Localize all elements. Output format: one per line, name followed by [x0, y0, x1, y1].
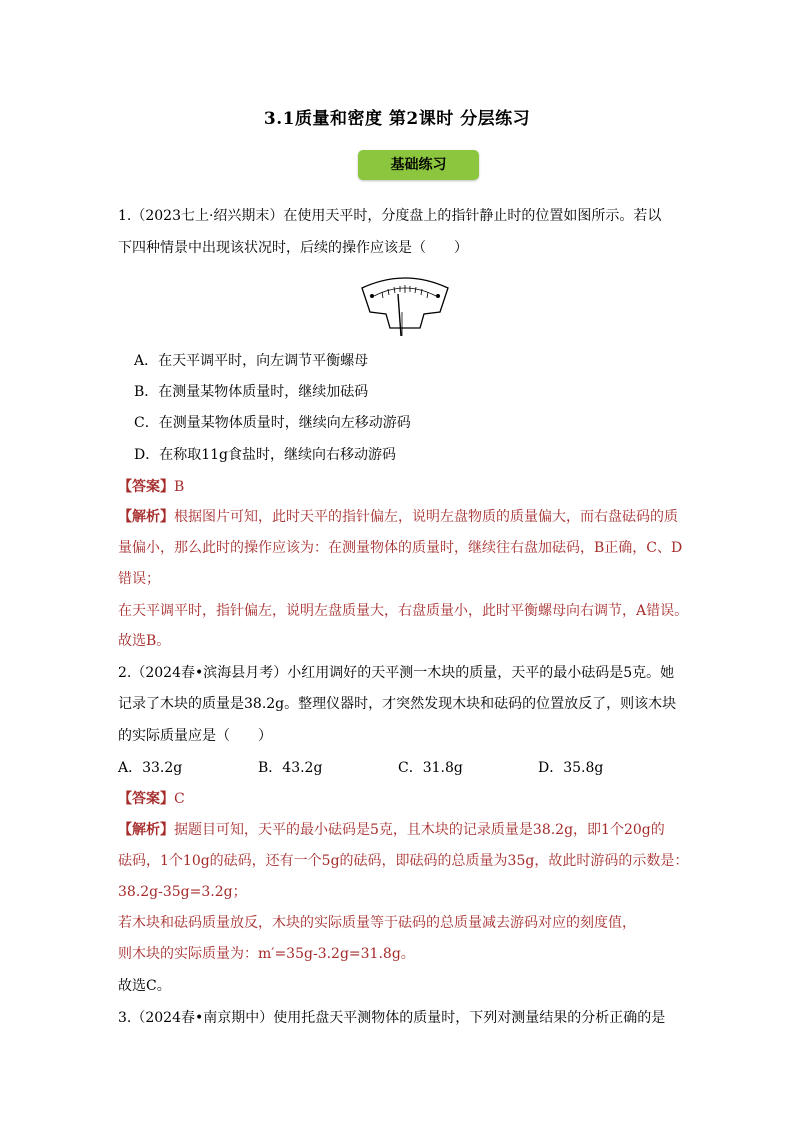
q2-analysis-line-3: 38.2g-35g=3.2g； — [118, 884, 247, 900]
q1-stem-line-2: 下四种情景中出现该状况时，后续的操作应该是（ ） — [118, 240, 468, 256]
q2-analysis-line-5: 则木块的实际质量为：m′=35g-3.2g=31.8g。 — [118, 946, 415, 962]
q2-option-b: B．43.2g — [258, 760, 323, 776]
q3-stem-line-1: 3.（2024春•南京期中）使用托盘天平测物体的质量时，下列对测量结果的分析正确的是 — [118, 1010, 666, 1026]
q2-answer — [118, 789, 185, 809]
q1-analysis-line-5: 故选B。 — [118, 633, 171, 649]
q1-analysis-line-4: 在天平调平时，指针偏左，说明左盘质量大，右盘质量小，此时平衡螺母向右调节，A错误。 — [118, 603, 689, 619]
q1-option-c: C．在测量某物体质量时，继续向左移动游码 — [134, 415, 411, 431]
analysis-text: 据题目可知，天平的最小砝码是5克，且木块的记录质量是38.2g，即1个20g的 — [174, 822, 665, 838]
q2-stem-line-2: 记录了木块的质量是38.2g。整理仪器时，才突然发现木块和砝码的位置放反了，则该木块 — [118, 696, 677, 712]
q1-stem-line-1: 1.（2023七上·绍兴期末）在使用天平时，分度盘上的指针静止时的位置如图所示。若以 — [118, 208, 662, 224]
q2-option-a: A．33.2g — [118, 760, 183, 776]
q1-analysis-line-3: 错误； — [118, 571, 160, 587]
page-title: 3.1质量和密度 第2课时 分层练习 — [263, 109, 531, 129]
answer-tag: 【答案】 — [118, 791, 174, 807]
q2-analysis-line-4: 若木块和砝码质量放反，木块的实际质量等于砝码的总质量减去游码对应的刻度值， — [118, 915, 636, 931]
q1-option-d: D．在称取11g食盐时，继续向右移动游码 — [134, 447, 396, 463]
analysis-text: 根据图片可知，此时天平的指针偏左，说明左盘物质的质量偏大，而右盘砝码的质 — [174, 509, 678, 525]
q2-analysis-line-1 — [118, 820, 665, 840]
q2-stem-line-3: 的实际质量应是（ ） — [118, 728, 272, 744]
analysis-tag: 【解析】 — [118, 509, 174, 525]
q2-analysis-line-6: 故选C。 — [118, 978, 171, 994]
q1-answer — [118, 477, 184, 497]
answer-tag: 【答案】 — [118, 479, 174, 495]
q1-analysis-line-2: 量偏小，那么此时的操作应该为：在测量物体的质量时，继续往右盘加砝码，B正确，C、D — [118, 540, 683, 556]
q2-option-c: C．31.8g — [398, 760, 463, 776]
q1-option-b: B．在测量某物体质量时，继续加砝码 — [134, 384, 369, 400]
q1-analysis-line-1 — [118, 507, 678, 527]
q2-analysis-line-2: 砝码，1个10g的砝码，还有一个5g的砝码，即砝码的总质量为35g，故此时游码的示数是： — [118, 853, 689, 869]
q2-option-d: D．35.8g — [538, 760, 604, 776]
analysis-tag: 【解析】 — [118, 822, 174, 838]
q1-option-a: A．在天平调平时，向左调节平衡螺母 — [134, 353, 369, 369]
balance-dial-icon — [358, 272, 452, 344]
section-badge: 基础练习 — [358, 150, 479, 180]
q2-stem-line-1: 2.（2024春•滨海县月考）小红用调好的天平测一木块的质量，天平的最小砝码是5克。她 — [118, 665, 675, 681]
answer-value: B — [174, 479, 185, 495]
answer-value: C — [174, 791, 185, 807]
